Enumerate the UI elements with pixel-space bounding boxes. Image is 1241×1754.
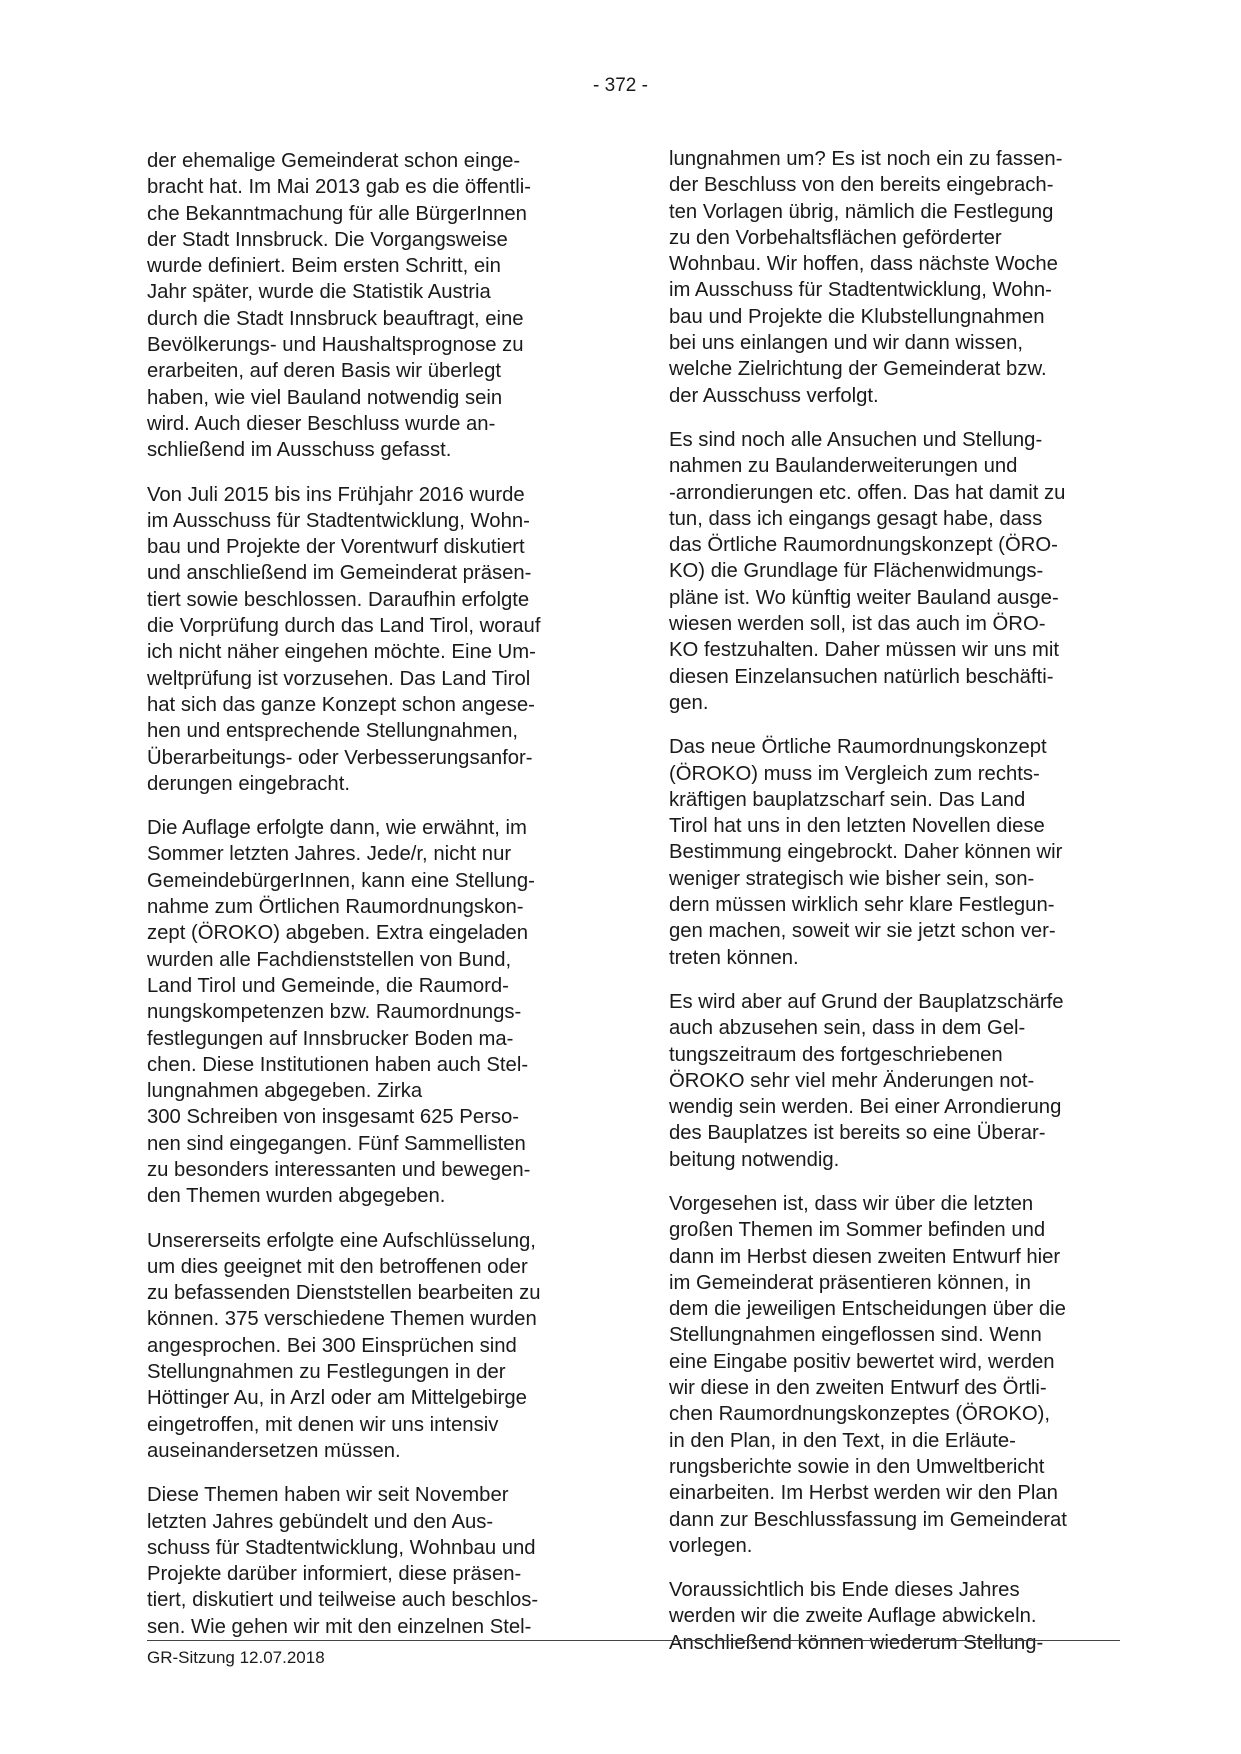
- text-line: bau und Projekte die Klubstellungnahmen: [669, 305, 1045, 328]
- text-line: in den Plan, in den Text, in die Erläute-: [669, 1429, 1016, 1452]
- text-line: che Bekanntmachung für alle BürgerInnen: [147, 202, 527, 225]
- text-line: diesen Einzelansuchen natürlich beschäfti-: [669, 665, 1054, 688]
- text-line: dann zur Beschlussfassung im Gemeinderat: [669, 1508, 1067, 1531]
- text-line: KO festzuhalten. Daher müssen wir uns mit: [669, 639, 1060, 662]
- text-line: durch die Stadt Innsbruck beauftragt, eine: [147, 307, 524, 330]
- footer-divider: [147, 1640, 1120, 1641]
- text-line: gen.: [669, 691, 709, 714]
- paragraph: [669, 146, 1115, 409]
- text-line: zept (ÖROKO) abgeben. Extra eingeladen: [147, 922, 529, 945]
- text-line: tungszeitraum des fortgeschriebenen: [669, 1043, 1003, 1066]
- paragraph: [147, 482, 593, 798]
- text-line: der ehemalige Gemeinderat schon einge-: [147, 150, 521, 172]
- text-line: eingetroffen, mit denen wir uns intensiv: [147, 1413, 499, 1436]
- text-line: nahmen zu Baulanderweiterungen und: [669, 455, 1018, 478]
- text-line: bracht hat. Im Mai 2013 gab es die öffentli-: [147, 176, 532, 199]
- text-line: rungsberichte sowie in den Umweltbericht: [669, 1455, 1045, 1478]
- text-line: wir diese in den zweiten Entwurf des Örtli-: [669, 1377, 1047, 1400]
- text-line: hat sich das ganze Konzept schon angese-: [147, 693, 535, 716]
- text-line: Jahr später, wurde die Statistik Austria: [147, 281, 491, 304]
- text-line: wurde definiert. Beim ersten Schritt, ein: [147, 255, 501, 278]
- text-line: die Vorprüfung durch das Land Tirol, worauf: [147, 615, 541, 638]
- text-line: Von Juli 2015 bis ins Frühjahr 2016 wurde: [147, 483, 525, 506]
- text-line: Das neue Örtliche Raumordnungskonzept: [669, 736, 1047, 759]
- text-line: Sommer letzten Jahres. Jede/r, nicht nur: [147, 843, 512, 866]
- text-line: Diese Themen haben wir seit November: [147, 1484, 509, 1507]
- paragraph: [147, 815, 593, 1209]
- text-line: tiert, diskutiert und teilweise auch beschlos-: [147, 1589, 539, 1612]
- text-line: treten können.: [669, 946, 799, 969]
- text-line: wendig sein werden. Bei einer Arrondierung: [669, 1096, 1062, 1119]
- text-line: im Ausschuss für Stadtentwicklung, Wohn-: [669, 279, 1052, 302]
- text-line: werden wir die zweite Auflage abwickeln.: [669, 1605, 1037, 1628]
- text-line: können. 375 verschiedene Themen wurden: [147, 1308, 537, 1331]
- text-line: Tirol hat uns in den letzten Novellen diese: [669, 815, 1045, 838]
- text-line: bau und Projekte der Vorentwurf diskutiert: [147, 536, 525, 559]
- text-line: Bevölkerungs- und Haushaltsprognose zu: [147, 334, 524, 357]
- text-line: dann im Herbst diesen zweiten Entwurf hier: [669, 1245, 1061, 1268]
- text-line: ÖROKO sehr viel mehr Änderungen not-: [669, 1069, 1035, 1092]
- paragraph: [147, 1482, 593, 1640]
- text-line: Projekte darüber informiert, diese präsen-: [147, 1563, 522, 1586]
- text-line: -arrondierungen etc. offen. Das hat damit zu: [669, 481, 1066, 504]
- text-line: zu den Vorbehaltsflächen geförderter: [669, 226, 1002, 249]
- text-line: des Bauplatzes ist bereits so eine Überar-: [669, 1122, 1046, 1145]
- paragraph: [669, 734, 1115, 971]
- text-line: lungnahmen abgegeben. Zirka: [147, 1080, 423, 1103]
- text-line: Anschließend können wiederum Stellung-: [669, 1631, 1044, 1654]
- text-line: zu besonders interessanten und bewegen-: [147, 1158, 531, 1181]
- text-line: weniger strategisch wie bisher sein, son-: [669, 867, 1035, 890]
- text-line: eine Eingabe positiv bewertet wird, werden: [669, 1350, 1055, 1373]
- text-line: welche Zielrichtung der Gemeinderat bzw.: [669, 358, 1047, 381]
- text-line: chen. Diese Institutionen haben auch Stel-: [147, 1053, 529, 1076]
- text-line: Unsererseits erfolgte eine Aufschlüsselung,: [147, 1229, 536, 1252]
- text-line: chen Raumordnungskonzeptes (ÖROKO),: [669, 1403, 1051, 1426]
- text-line: Voraussichtlich bis Ende dieses Jahres: [669, 1579, 1020, 1602]
- text-line: festlegungen auf Innsbrucker Boden ma-: [147, 1027, 514, 1050]
- text-line: wird. Auch dieser Beschluss wurde an-: [147, 412, 496, 435]
- text-line: nungskompetenzen bzw. Raumordnungs-: [147, 1001, 522, 1024]
- text-line: (ÖROKO) muss im Vergleich zum rechts-: [669, 762, 1040, 785]
- text-line: um dies geeignet mit den betroffenen oder: [147, 1255, 528, 1278]
- text-line: im Ausschuss für Stadtentwicklung, Wohn-: [147, 509, 530, 532]
- text-line: tun, dass ich eingangs gesagt habe, dass: [669, 507, 1043, 530]
- text-line: großen Themen im Sommer befinden und: [669, 1219, 1046, 1242]
- text-line: Es sind noch alle Ansuchen und Stellung-: [669, 428, 1043, 451]
- paragraph: [669, 1191, 1115, 1559]
- text-line: bei uns einlangen und wir dann wissen,: [669, 332, 1024, 355]
- text-line: kräftigen bauplatzscharf sein. Das Land: [669, 788, 1026, 811]
- text-line: GemeindebürgerInnen, kann eine Stellung-: [147, 869, 535, 892]
- text-line: ten Vorlagen übrig, nämlich die Festlegung: [669, 200, 1054, 223]
- paragraph: [147, 148, 593, 464]
- text-line: und anschließend im Gemeinderat präsen-: [147, 562, 532, 585]
- text-line: das Örtliche Raumordnungskonzept (ÖRO-: [669, 534, 1058, 557]
- text-line: wiesen werden soll, ist das auch im ÖRO-: [669, 613, 1046, 636]
- text-line: 300 Schreiben von insgesamt 625 Perso-: [147, 1106, 520, 1129]
- text-line: Wohnbau. Wir hoffen, dass nächste Woche: [669, 253, 1058, 276]
- text-line: Stellungnahmen zu Festlegungen in der: [147, 1361, 506, 1384]
- text-line: Land Tirol und Gemeinde, die Raumord-: [147, 974, 509, 997]
- text-line: der Stadt Innsbruck. Die Vorgangsweise: [147, 228, 508, 251]
- text-line: tiert sowie beschlossen. Daraufhin erfolgte: [147, 588, 530, 611]
- text-line: wurden alle Fachdienststellen von Bund,: [147, 948, 512, 971]
- text-line: nahme zum Örtlichen Raumordnungskon-: [147, 896, 524, 919]
- text-line: schließend im Ausschuss gefasst.: [147, 439, 452, 462]
- text-line: den Themen wurden abgegeben.: [147, 1185, 446, 1208]
- text-line: angesprochen. Bei 300 Einsprüchen sind: [147, 1334, 517, 1357]
- text-line: KO) die Grundlage für Flächenwidmungs-: [669, 560, 1044, 583]
- text-line: auseinandersetzen müssen.: [147, 1439, 401, 1462]
- text-line: Es wird aber auf Grund der Bauplatzschärfe: [669, 990, 1064, 1013]
- footer-session-date: GR-Sitzung 12.07.2018: [147, 1648, 325, 1667]
- text-line: beitung notwendig.: [669, 1148, 840, 1171]
- page-number: - 372 -: [593, 75, 648, 96]
- text-line: zu befassenden Dienststellen bearbeiten zu: [147, 1282, 541, 1305]
- right-column: [669, 148, 1115, 1674]
- text-line: einarbeiten. Im Herbst werden wir den Plan: [669, 1482, 1058, 1505]
- text-line: dern müssen wirklich sehr klare Festlegun-: [669, 894, 1055, 917]
- text-line: Höttinger Au, in Arzl oder am Mittelgebirge: [147, 1387, 527, 1410]
- text-line: lungnahmen um? Es ist noch ein zu fassen-: [669, 148, 1063, 170]
- text-line: der Ausschuss verfolgt.: [669, 384, 879, 407]
- paragraph: [669, 427, 1115, 716]
- text-line: hen und entsprechende Stellungnahmen,: [147, 720, 518, 743]
- text-line: Bestimmung eingebrockt. Daher können wir: [669, 841, 1063, 864]
- text-line: pläne ist. Wo künftig weiter Bauland ausge-: [669, 586, 1059, 609]
- text-line: vorlegen.: [669, 1534, 753, 1557]
- paragraph: [669, 1577, 1115, 1656]
- text-line: Die Auflage erfolgte dann, wie erwähnt, im: [147, 817, 527, 840]
- text-line: Vorgesehen ist, dass wir über die letzten: [669, 1192, 1034, 1215]
- text-line: dem die jeweiligen Entscheidungen über die: [669, 1298, 1066, 1321]
- text-line: erarbeiten, auf deren Basis wir überlegt: [147, 360, 501, 383]
- text-line: Stellungnahmen eingeflossen sind. Wenn: [669, 1324, 1042, 1347]
- text-line: haben, wie viel Bauland notwendig sein: [147, 386, 503, 409]
- paragraph: [147, 1228, 593, 1465]
- text-line: ich nicht näher eingehen möchte. Eine Um-: [147, 641, 536, 664]
- text-line: sen. Wie gehen wir mit den einzelnen Stel-: [147, 1615, 532, 1638]
- left-column: [147, 148, 593, 1658]
- text-line: Überarbeitungs- oder Verbesserungsanfor-: [147, 746, 533, 769]
- text-line: der Beschluss von den bereits eingebrach-: [669, 174, 1054, 197]
- text-line: im Gemeinderat präsentieren können, in: [669, 1271, 1031, 1294]
- text-line: derungen eingebracht.: [147, 772, 350, 795]
- text-line: weltprüfung ist vorzusehen. Das Land Tirol: [147, 667, 531, 690]
- text-line: nen sind eingegangen. Fünf Sammellisten: [147, 1132, 526, 1155]
- paragraph: [669, 989, 1115, 1173]
- text-line: auch abzusehen sein, dass in dem Gel-: [669, 1017, 1026, 1040]
- text-line: gen machen, soweit wir sie jetzt schon ver-: [669, 920, 1056, 943]
- text-line: schuss für Stadtentwicklung, Wohnbau und: [147, 1536, 536, 1559]
- text-line: letzten Jahres gebündelt und den Aus-: [147, 1510, 494, 1533]
